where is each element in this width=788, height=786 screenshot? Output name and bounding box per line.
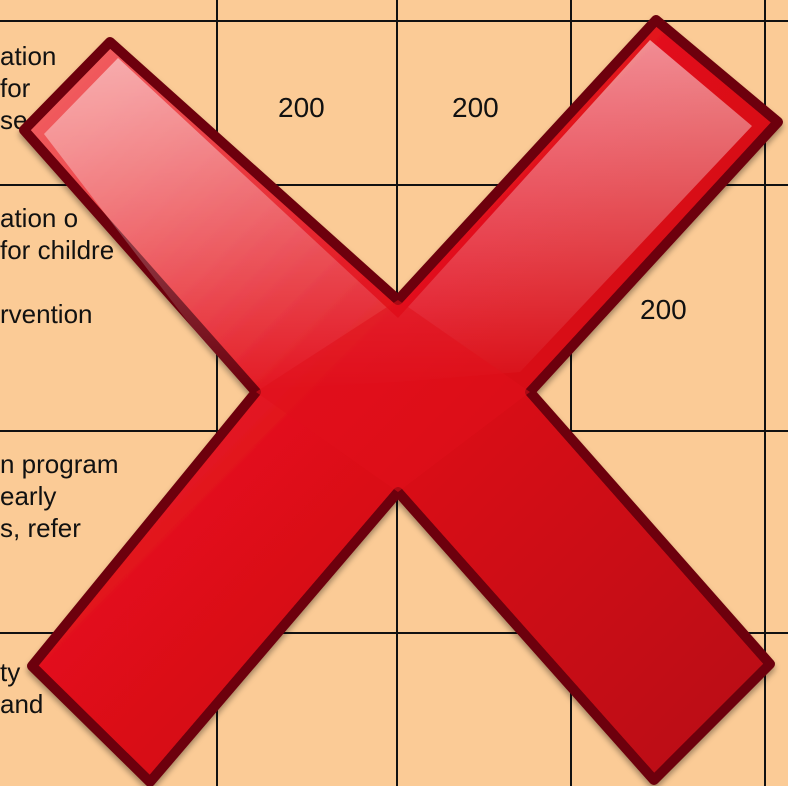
table-cell-value: 200: [278, 92, 325, 123]
table-cell-description: ation for se: [0, 41, 57, 135]
table-cell-description: ation o for childre rvention: [0, 203, 115, 329]
table-cell-value: 200: [452, 92, 499, 123]
table-cell-value: 200: [640, 294, 687, 325]
table-cell-description: ty and: [0, 657, 44, 719]
table-cell-description: n program early s, refer: [0, 449, 119, 543]
